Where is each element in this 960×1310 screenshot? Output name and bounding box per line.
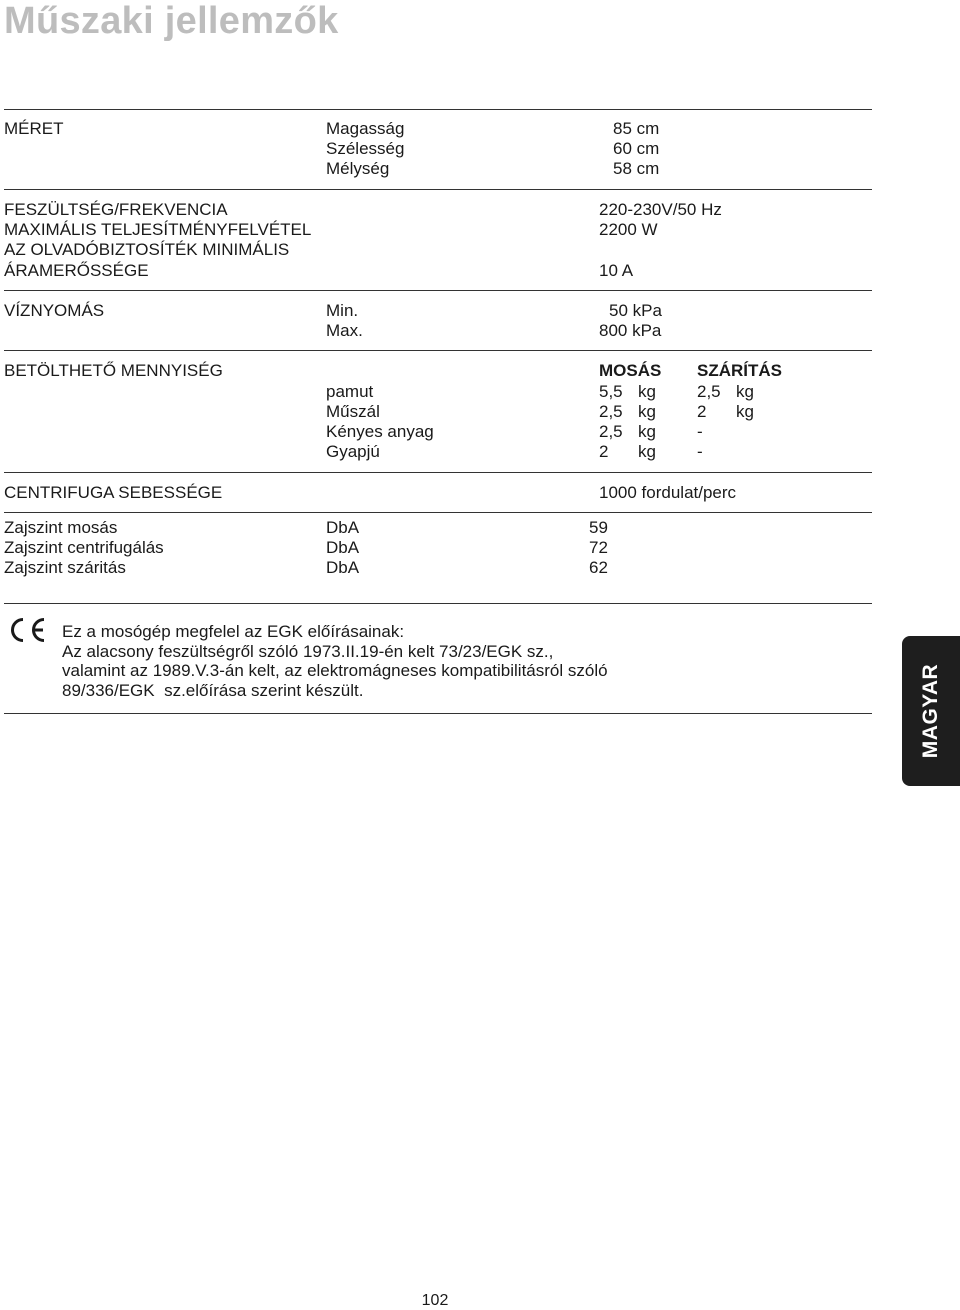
voltage-label: FESZÜLTSÉG/FREKVENCIA bbox=[4, 200, 228, 219]
noise-label: Zajszint száritás bbox=[4, 558, 126, 577]
wash-amount: 5,5 bbox=[599, 382, 623, 401]
pressure-min-value: 50 kPa bbox=[609, 301, 662, 320]
noise-label: Zajszint centrifugálás bbox=[4, 538, 164, 557]
size-label: MÉRET bbox=[4, 119, 64, 138]
fuse-value: 10 A bbox=[599, 261, 634, 280]
dry-amount: 2,5 bbox=[697, 382, 721, 401]
fabric-name: Gyapjú bbox=[326, 442, 380, 461]
compliance-line: 89/336/EGK sz.előírása szerint készült. bbox=[62, 680, 364, 700]
spin-label: CENTRIFUGA SEBESSÉGE bbox=[4, 483, 223, 502]
noise-label: Zajszint mosás bbox=[4, 518, 118, 537]
dry-unit: kg bbox=[736, 382, 754, 401]
pressure-max-value: 800 kPa bbox=[599, 321, 662, 340]
page-title: Műszaki jellemzők bbox=[4, 0, 339, 42]
height-label: Magasság bbox=[326, 119, 405, 138]
width-value: 60 cm bbox=[613, 139, 660, 158]
wash-amount: 2,5 bbox=[599, 402, 623, 421]
noise-unit: DbA bbox=[326, 558, 360, 577]
pressure-max-label: Max. bbox=[326, 321, 363, 340]
wash-unit: kg bbox=[638, 442, 656, 461]
divider bbox=[4, 472, 872, 473]
wash-unit: kg bbox=[638, 402, 656, 421]
compliance-line: valamint az 1989.V.3-án kelt, az elektromágneses kompatibilitásról szóló bbox=[62, 661, 608, 680]
wash-unit: kg bbox=[638, 422, 656, 441]
noise-value: 59 bbox=[589, 518, 608, 537]
dry-amount: - bbox=[697, 442, 703, 461]
wash-amount: 2,5 bbox=[599, 422, 623, 441]
fuse-label-line1: AZ OLVADÓBIZTOSÍTÉK MINIMÁLIS bbox=[4, 240, 290, 259]
fabric-name: Műszál bbox=[326, 402, 380, 421]
capacity-label: BETÖLTHETŐ MENNYISÉG bbox=[4, 361, 223, 380]
divider bbox=[4, 109, 872, 110]
divider bbox=[4, 713, 872, 714]
page-number: 102 bbox=[421, 1292, 449, 1309]
pressure-min-label: Min. bbox=[326, 301, 359, 320]
wash-header: MOSÁS bbox=[599, 361, 662, 380]
divider bbox=[4, 512, 872, 513]
compliance-text bbox=[62, 622, 608, 700]
noise-value: 62 bbox=[589, 558, 608, 577]
dry-amount: - bbox=[697, 422, 703, 441]
noise-value: 72 bbox=[589, 538, 608, 557]
power-label: MAXIMÁLIS TELJESÍTMÉNYFELVÉTEL bbox=[4, 220, 312, 239]
fabric-name: Kényes anyag bbox=[326, 422, 434, 441]
pressure-label: VÍZNYOMÁS bbox=[4, 301, 105, 320]
language-tab-label: MAGYAR bbox=[919, 663, 942, 759]
divider bbox=[4, 290, 872, 291]
dry-header: SZÁRÍTÁS bbox=[697, 361, 782, 380]
wash-unit: kg bbox=[638, 382, 656, 401]
dry-unit: kg bbox=[736, 402, 754, 421]
wash-amount: 2 bbox=[599, 442, 609, 461]
divider bbox=[4, 603, 872, 604]
voltage-value: 220-230V/50 Hz bbox=[599, 200, 722, 219]
language-tab bbox=[902, 636, 960, 786]
width-label: Szélesség bbox=[326, 139, 405, 158]
divider bbox=[4, 350, 872, 351]
dry-amount: 2 bbox=[697, 402, 707, 421]
fabric-name: pamut bbox=[326, 382, 374, 401]
fuse-label-line2: ÁRAMERŐSSÉGE bbox=[4, 261, 149, 280]
noise-unit: DbA bbox=[326, 538, 360, 557]
compliance-line: Ez a mosógép megfelel az EGK előírásainak: bbox=[62, 622, 405, 641]
depth-label: Mélység bbox=[326, 159, 390, 178]
height-value: 85 cm bbox=[613, 119, 660, 138]
noise-unit: DbA bbox=[326, 518, 360, 537]
spin-value: 1000 fordulat/perc bbox=[599, 483, 737, 502]
power-value: 2200 W bbox=[599, 220, 658, 239]
depth-value: 58 cm bbox=[613, 159, 660, 178]
divider bbox=[4, 189, 872, 190]
compliance-line: Az alacsony feszültségről szóló 1973.II.19-én kelt 73/23/EGK sz., bbox=[62, 641, 554, 661]
ce-mark-icon bbox=[4, 616, 48, 644]
